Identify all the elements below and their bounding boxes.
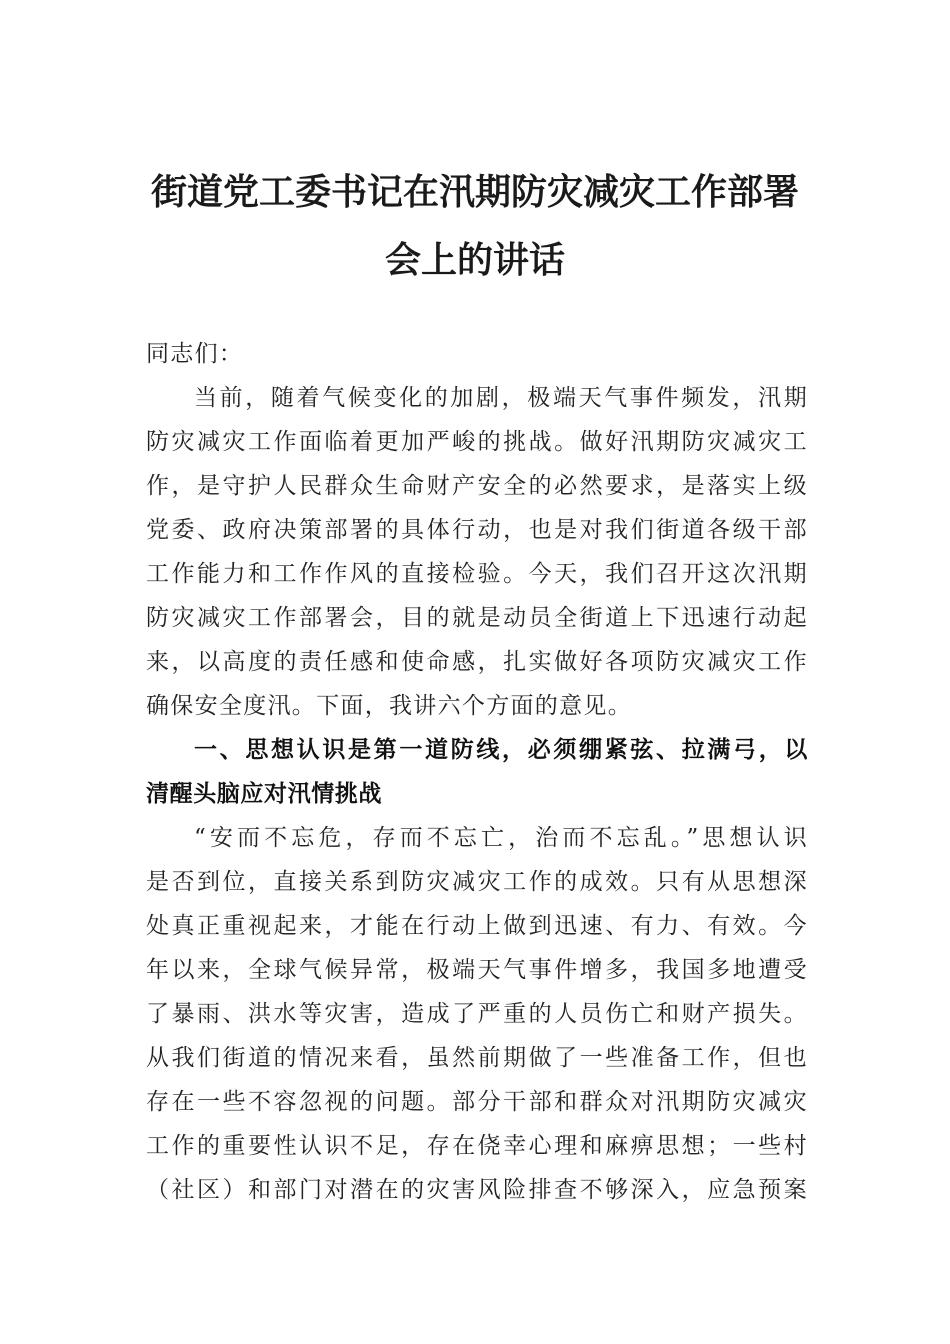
paragraph-1-line: 防灾减灾工作面临着更加严峻的挑战。做好汛期防灾减灾工 <box>146 429 808 455</box>
document-title-line-1: 街道党工委书记在汛期防灾减灾工作部署 <box>150 171 799 213</box>
salutation: 同志们： <box>146 341 244 367</box>
document-body <box>146 332 808 1212</box>
paragraph-2-line: （社区）和部门对潜在的灾害风险排查不够深入，应急预案 <box>146 1177 808 1203</box>
document-title-line-2: 会上的讲话 <box>384 239 565 281</box>
paragraph-2-line: 工作的重要性认识不足，存在侥幸心理和麻痹思想；一些村 <box>146 1133 808 1159</box>
paragraph-2-line: 从我们街道的情况来看，虽然前期做了一些准备工作，但也 <box>146 1045 808 1071</box>
paragraph-2-line: 年以来，全球气候异常，极端天气事件增多，我国多地遭受 <box>146 957 808 983</box>
paragraph-1-line: 党委、政府决策部署的具体行动，也是对我们街道各级干部 <box>146 517 808 543</box>
paragraph-1-line: 防灾减灾工作部署会，目的就是动员全街道上下迅速行动起 <box>146 605 808 631</box>
paragraph-1-line: 确保安全度汛。下面，我讲六个方面的意见。 <box>146 693 632 719</box>
section-1-heading-line-1: 一、思想认识是第一道防线，必须绷紧弦、拉满弓，以 <box>194 737 808 763</box>
paragraph-2-line: 存在一些不容忽视的问题。部分干部和群众对汛期防灾减灾 <box>146 1089 808 1115</box>
paragraph-1-line: 来，以高度的责任感和使命感，扎实做好各项防灾减灾工作 <box>146 649 808 675</box>
paragraph-2-line: 处真正重视起来，才能在行动上做到迅速、有力、有效。今 <box>146 913 808 939</box>
paragraph-1-line: 当前，随着气候变化的加剧，极端天气事件频发，汛期 <box>194 385 808 411</box>
paragraph-1-line: 工作能力和工作作风的直接检验。今天，我们召开这次汛期 <box>146 561 808 587</box>
paragraph-2-line: “安而不忘危，存而不忘亡，治而不忘乱。”思想认识 <box>194 825 808 851</box>
paragraph-2-line: 了暴雨、洪水等灾害，造成了严重的人员伤亡和财产损失。 <box>146 1001 808 1027</box>
paragraph-1-line: 作，是守护人民群众生命财产安全的必然要求，是落实上级 <box>146 473 808 499</box>
paragraph-2-line: 是否到位，直接关系到防灾减灾工作的成效。只有从思想深 <box>146 869 808 895</box>
section-1-heading-line-2: 清醒头脑应对汛情挑战 <box>146 781 382 807</box>
